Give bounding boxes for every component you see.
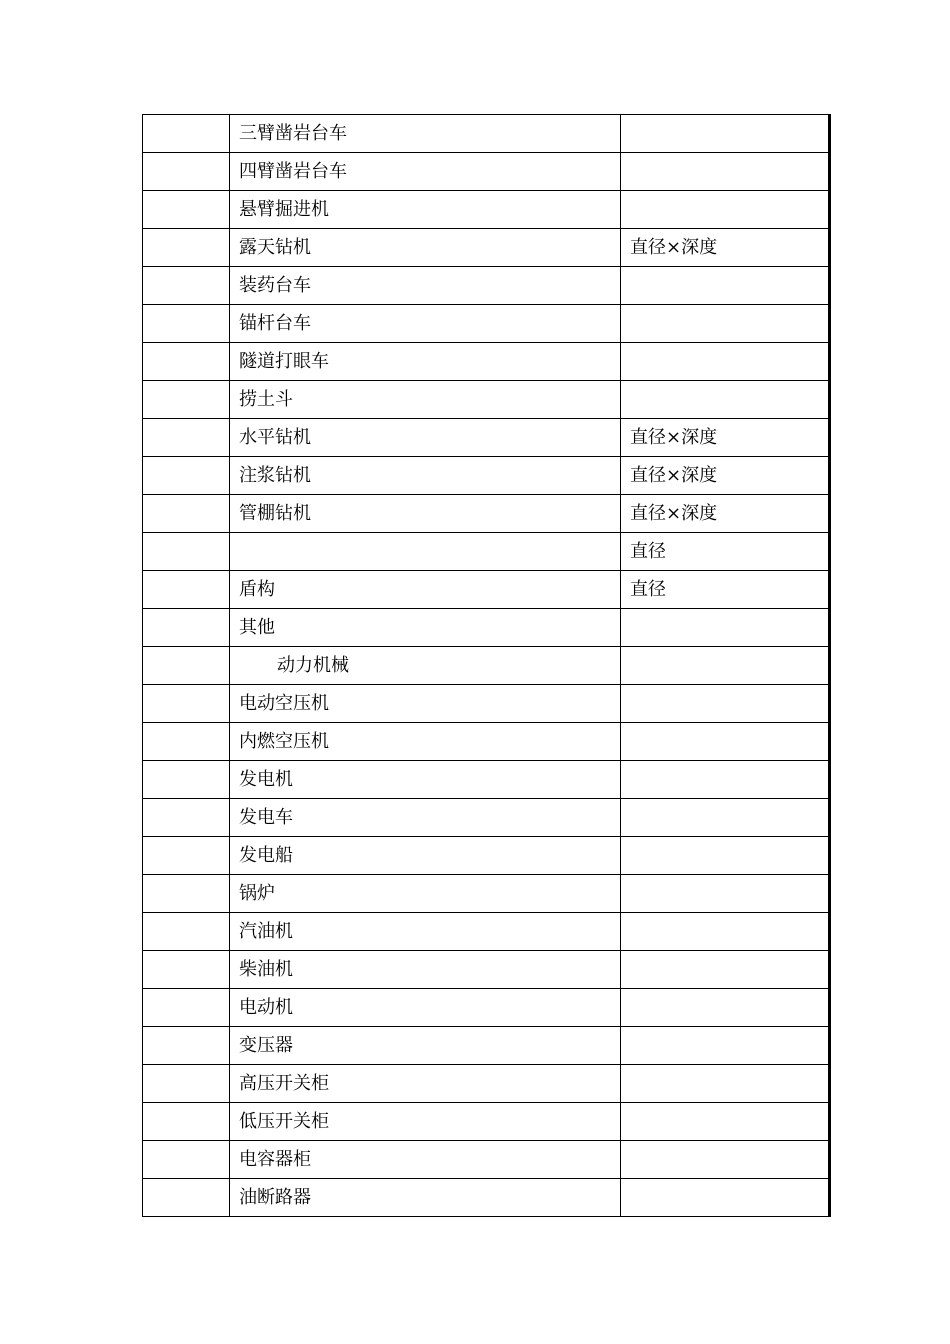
equipment-name-cell: 低压开关柜: [230, 1103, 621, 1141]
equipment-name-cell: 四臂凿岩台车: [230, 153, 621, 191]
equipment-name-cell: 高压开关柜: [230, 1065, 621, 1103]
equipment-name-cell: 电动空压机: [230, 685, 621, 723]
section-heading-cell: 动力机械: [230, 647, 621, 685]
index-cell: [143, 343, 230, 381]
spec-cell: [621, 951, 830, 989]
index-cell: [143, 799, 230, 837]
spec-cell: [621, 1141, 830, 1179]
spec-cell: [621, 647, 830, 685]
index-cell: [143, 1179, 230, 1217]
index-cell: [143, 723, 230, 761]
index-cell: [143, 951, 230, 989]
spec-cell: [621, 343, 830, 381]
equipment-name-cell: 电动机: [230, 989, 621, 1027]
equipment-name-cell: 盾构: [230, 571, 621, 609]
index-cell: [143, 647, 230, 685]
table-row: [143, 799, 830, 837]
table-row: [143, 343, 830, 381]
spec-cell: 直径: [621, 571, 830, 609]
equipment-name-cell: 汽油机: [230, 913, 621, 951]
table-row: [143, 723, 830, 761]
spec-cell: [621, 267, 830, 305]
table-row: [143, 761, 830, 799]
spec-cell: [621, 153, 830, 191]
table-row: [143, 913, 830, 951]
index-cell: [143, 229, 230, 267]
equipment-name-cell: 悬臂掘进机: [230, 191, 621, 229]
index-cell: [143, 989, 230, 1027]
spec-cell: [621, 761, 830, 799]
index-cell: [143, 419, 230, 457]
index-cell: [143, 267, 230, 305]
equipment-name-cell: 锚杆台车: [230, 305, 621, 343]
table-row: [143, 457, 830, 495]
spec-cell: 直径×深度: [621, 457, 830, 495]
table-row: [143, 229, 830, 267]
equipment-name-cell: 电容器柜: [230, 1141, 621, 1179]
spec-cell: [621, 1027, 830, 1065]
index-cell: [143, 685, 230, 723]
table-row: [143, 1141, 830, 1179]
spec-cell: [621, 1065, 830, 1103]
index-cell: [143, 1141, 230, 1179]
index-cell: [143, 381, 230, 419]
table-row: [143, 989, 830, 1027]
table-row: [143, 305, 830, 343]
spec-cell: [621, 1179, 830, 1217]
equipment-name-cell: 内燃空压机: [230, 723, 621, 761]
equipment-name-cell: 装药台车: [230, 267, 621, 305]
table-row: [143, 571, 830, 609]
table-row: [143, 1179, 830, 1217]
index-cell: [143, 533, 230, 571]
equipment-name-cell: 水平钻机: [230, 419, 621, 457]
spec-cell: [621, 381, 830, 419]
index-cell: [143, 913, 230, 951]
spec-cell: [621, 875, 830, 913]
table-row: [143, 951, 830, 989]
equipment-name-cell: 三臂凿岩台车: [230, 115, 621, 153]
table-row: [143, 1065, 830, 1103]
equipment-name-cell: 捞土斗: [230, 381, 621, 419]
equipment-name-cell: 柴油机: [230, 951, 621, 989]
spec-cell: [621, 723, 830, 761]
table-row: [143, 191, 830, 229]
table-row: [143, 837, 830, 875]
equipment-name-cell: [230, 533, 621, 571]
spec-cell: [621, 115, 830, 153]
table-row: [143, 115, 830, 153]
table-row: [143, 609, 830, 647]
spec-cell: 直径×深度: [621, 419, 830, 457]
spec-cell: [621, 837, 830, 875]
table-row: [143, 1103, 830, 1141]
equipment-table: [142, 114, 831, 1217]
spec-cell: [621, 1103, 830, 1141]
index-cell: [143, 305, 230, 343]
index-cell: [143, 457, 230, 495]
equipment-name-cell: 发电车: [230, 799, 621, 837]
spec-cell: [621, 191, 830, 229]
spec-cell: [621, 913, 830, 951]
table-row: [143, 1027, 830, 1065]
table-row: [143, 419, 830, 457]
table-row: [143, 153, 830, 191]
table-body: [143, 115, 830, 1217]
equipment-name-cell: 油断路器: [230, 1179, 621, 1217]
index-cell: [143, 495, 230, 533]
table-row: [143, 267, 830, 305]
spec-cell: 直径×深度: [621, 229, 830, 267]
index-cell: [143, 761, 230, 799]
index-cell: [143, 1027, 230, 1065]
table-row: [143, 875, 830, 913]
spec-cell: [621, 305, 830, 343]
equipment-name-cell: 锅炉: [230, 875, 621, 913]
table-row: [143, 685, 830, 723]
index-cell: [143, 191, 230, 229]
table-row: [143, 495, 830, 533]
equipment-name-cell: 管棚钻机: [230, 495, 621, 533]
table-row: [143, 647, 830, 685]
equipment-name-cell: 注浆钻机: [230, 457, 621, 495]
spec-cell: 直径×深度: [621, 495, 830, 533]
index-cell: [143, 1103, 230, 1141]
spec-cell: [621, 799, 830, 837]
table-row: [143, 381, 830, 419]
index-cell: [143, 609, 230, 647]
index-cell: [143, 1065, 230, 1103]
equipment-name-cell: 露天钻机: [230, 229, 621, 267]
equipment-name-cell: 发电机: [230, 761, 621, 799]
table-row: [143, 533, 830, 571]
index-cell: [143, 571, 230, 609]
equipment-name-cell: 变压器: [230, 1027, 621, 1065]
index-cell: [143, 115, 230, 153]
equipment-name-cell: 隧道打眼车: [230, 343, 621, 381]
index-cell: [143, 153, 230, 191]
equipment-name-cell: 发电船: [230, 837, 621, 875]
index-cell: [143, 837, 230, 875]
spec-cell: [621, 609, 830, 647]
index-cell: [143, 875, 230, 913]
equipment-name-cell: 其他: [230, 609, 621, 647]
spec-cell: [621, 989, 830, 1027]
spec-cell: 直径: [621, 533, 830, 571]
spec-cell: [621, 685, 830, 723]
